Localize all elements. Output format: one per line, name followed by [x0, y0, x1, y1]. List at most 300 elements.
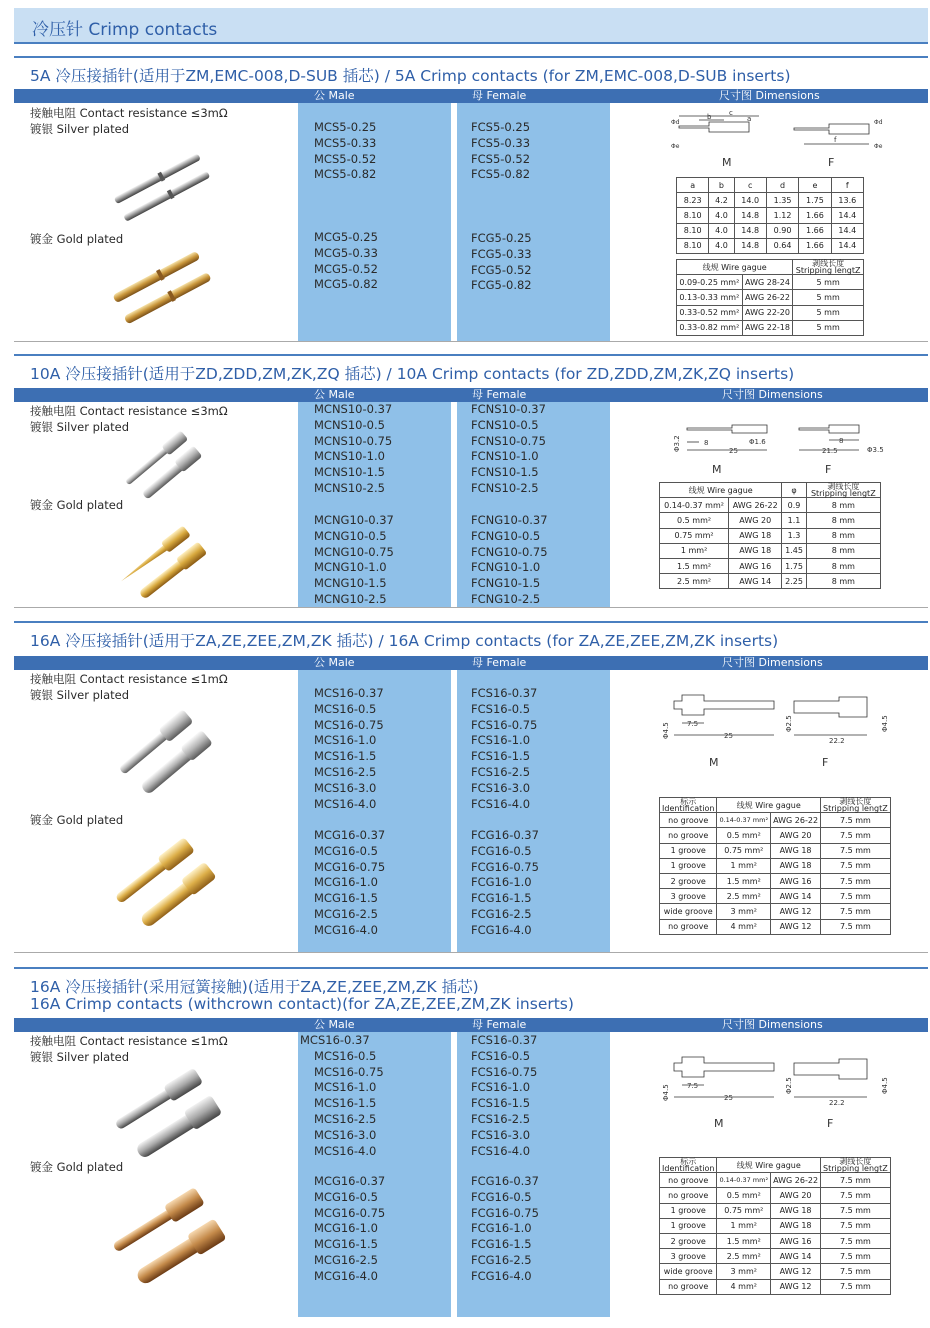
part-number: FCG16-0.75 [471, 859, 539, 874]
part-number: MCG16-0.75 [314, 859, 386, 874]
table-row [660, 919, 891, 934]
male-drawing-label: M [714, 1117, 724, 1130]
dim-label-l1: 7.5 [687, 720, 699, 728]
cell: AWG 26-22 [742, 290, 793, 305]
identification-header [660, 1158, 717, 1173]
part-number: MCS5-0.33 [314, 135, 377, 150]
gold-pin-image [114, 526, 214, 601]
wire-gauge-table [676, 259, 864, 336]
cell: 7.5 mm [821, 904, 891, 919]
cell: 1 groove [660, 858, 717, 873]
dim-label-f: f [834, 136, 837, 144]
cell: 7.5 mm [821, 873, 891, 888]
part-number: MCG16-1.5 [314, 891, 378, 906]
female-gold-list [471, 513, 548, 608]
dimensions-header: 尺寸图 Dimensions [722, 656, 823, 669]
part-number: MCNS10-0.5 [314, 417, 385, 432]
table-row [660, 843, 891, 858]
part-number: FCG16-4.0 [471, 1268, 532, 1283]
dim-label-d3: Φ4.5 [881, 715, 889, 732]
part-number: FCNS10-2.5 [471, 480, 539, 495]
cell: 2.5 mm² [717, 889, 771, 904]
section-16a-crown [14, 967, 928, 1317]
cell: 8.23 [677, 193, 709, 208]
stripping-cn: 剥线长度 [839, 1157, 872, 1167]
col-header: e [799, 178, 831, 193]
part-number: MCS16-0.5 [314, 701, 377, 716]
part-number: FCG16-0.37 [471, 828, 539, 842]
male-header: 公 Male [314, 89, 355, 102]
silver-plated-label: 镀银 Silver plated [30, 420, 130, 434]
part-number: FCG5-0.82 [471, 278, 532, 293]
col-header: c [734, 178, 766, 193]
part-number: MCS16-0.75 [314, 717, 384, 732]
table-row [660, 1188, 891, 1203]
cell: 7.5 mm [821, 1188, 891, 1203]
cell: AWG 26-22 [771, 813, 821, 828]
part-number: FCNS10-0.5 [471, 417, 539, 432]
cell: 0.14-0.37 mm² [717, 1173, 771, 1188]
wire-gauge-header: 线规 Wire gague [677, 260, 793, 275]
part-number: FCS16-0.37 [471, 1033, 538, 1047]
part-number: FCNG10-1.5 [471, 576, 541, 591]
cell: AWG 12 [771, 1279, 821, 1294]
cell: 8.10 [677, 223, 709, 238]
part-number: MCNG10-0.5 [314, 528, 387, 543]
cell: 0.75 mm² [717, 843, 771, 858]
cell: 7.5 mm [821, 1203, 891, 1218]
cell: 0.14-0.37 mm² [717, 813, 771, 828]
cell: AWG 22-18 [742, 320, 793, 335]
part-number: MCS16-1.5 [314, 1096, 377, 1111]
dim-label-l2: 25 [724, 1094, 733, 1102]
part-number: MCNS10-1.5 [314, 465, 385, 480]
part-number: MCG5-0.25 [314, 230, 378, 244]
cell: AWG 16 [771, 873, 821, 888]
dim-label-l3: 22.2 [829, 1099, 845, 1107]
gold-plated-label: 镀金 Gold plated [30, 232, 124, 246]
dim-label-d2: Φ2.5 [785, 1077, 793, 1094]
cell: 7.5 mm [821, 828, 891, 843]
female-header: 母 Female [472, 388, 527, 401]
cell: AWG 14 [771, 889, 821, 904]
stripping-en: Stripping lengtZ [795, 266, 861, 276]
female-drawing-label: F [822, 756, 829, 769]
cell: 1.45 [782, 543, 806, 558]
part-number: MCS16-0.37 [314, 686, 384, 700]
male-header: 公 Male [314, 388, 355, 401]
part-number: MCG16-2.5 [314, 1252, 378, 1267]
section-divider [14, 341, 928, 342]
part-number: MCG5-0.82 [314, 277, 378, 292]
part-number: FCS16-4.0 [471, 796, 531, 811]
column-header-bar [14, 89, 928, 103]
male-silver-list [300, 1033, 384, 1159]
col-header: a [677, 178, 709, 193]
dim-label-l2: 25 [724, 732, 733, 740]
cell: 3 groove [660, 889, 717, 904]
dimensions-header: 尺寸图 Dimensions [719, 89, 820, 102]
female-gold-list [471, 231, 532, 294]
dim-label-l3: 8 [839, 437, 844, 445]
table-row [660, 1279, 891, 1294]
part-number: MCS16-2.5 [314, 1111, 377, 1126]
cell: AWG 18 [771, 843, 821, 858]
dimensions-header: 尺寸图 Dimensions [722, 388, 823, 401]
table-row [677, 305, 864, 320]
cell: 0.33-0.82 mm² [677, 320, 743, 335]
part-number: FCNS10-0.37 [471, 402, 546, 416]
table-row [660, 904, 891, 919]
cell: 1 groove [660, 1203, 717, 1218]
female-header: 母 Female [472, 656, 527, 669]
ident-cn: 标示 [680, 1157, 697, 1167]
dim-label-d1: Φ4.5 [662, 722, 670, 739]
part-number: FCS16-2.5 [471, 764, 531, 779]
cell: 7.5 mm [821, 1264, 891, 1279]
part-number: FCG16-1.0 [471, 875, 532, 890]
part-number: FCS16-0.5 [471, 1048, 531, 1063]
cell: 14.8 [734, 208, 766, 223]
cell: 1.66 [799, 208, 831, 223]
part-number: MCNG10-1.5 [314, 576, 387, 591]
cell: 7.5 mm [821, 889, 891, 904]
cell: 1.66 [799, 223, 831, 238]
ident-en: Identification [662, 1164, 715, 1174]
cell: AWG 22-20 [742, 305, 793, 320]
table-row [677, 208, 864, 223]
part-number: FCNG10-0.37 [471, 513, 548, 527]
cell: 7.5 mm [821, 843, 891, 858]
gold-plated-label: 镀金 Gold plated [30, 1160, 124, 1174]
part-number: MCG16-1.0 [314, 875, 378, 890]
part-number: FCS16-0.75 [471, 1064, 538, 1079]
cell: 7.5 mm [821, 1279, 891, 1294]
contact-resistance: 接触电阻 Contact resistance ≤1mΩ [30, 672, 228, 686]
part-number: MCG16-0.5 [314, 1189, 378, 1204]
dim-label-e: Φe [671, 143, 680, 150]
part-number: MCNS10-0.37 [314, 402, 393, 416]
part-number: FCS5-0.82 [471, 167, 531, 182]
table-row [660, 498, 881, 513]
dim-label-b: b [707, 113, 712, 121]
female-drawing-label: F [827, 1117, 834, 1130]
cell: 1.3 [782, 528, 806, 543]
cell: 4 mm² [717, 919, 771, 934]
cell: 2.5 mm² [660, 574, 729, 589]
section-title: 5A 冷压接插针(适用于ZM,EMC-008,D-SUB 插芯) / 5A Crimp contacts (for ZM,EMC-008,D-SUB inserts) [30, 67, 791, 85]
wire-gauge-header: 线规 Wire gague [717, 798, 821, 813]
gold-pin-image [109, 246, 219, 326]
cell: no groove [660, 1188, 717, 1203]
cell: 0.90 [766, 223, 798, 238]
cell: AWG 18 [771, 858, 821, 873]
cell: 8 mm [806, 513, 880, 528]
stripping-header [821, 1158, 891, 1173]
cell: 2.5 mm² [717, 1249, 771, 1264]
section-title-en: 16A Crimp contacts (withcrown contact)(for ZA,ZE,ZEE,ZM,ZK inserts) [30, 995, 574, 1013]
male-drawing-label: M [722, 156, 732, 169]
silver-pin-image [109, 151, 219, 221]
part-number: FCNG10-0.5 [471, 528, 541, 543]
cell: no groove [660, 1173, 717, 1188]
female-header: 母 Female [472, 1018, 527, 1031]
cell: 8 mm [806, 543, 880, 558]
cell: 1 mm² [717, 858, 771, 873]
part-number: MCG16-0.37 [314, 1174, 386, 1188]
part-number: FCG16-2.5 [471, 1252, 532, 1267]
table-row [660, 1218, 891, 1233]
dimension-drawing [654, 683, 894, 748]
part-number: FCS16-1.0 [471, 733, 531, 748]
dim-label-c: c [729, 109, 733, 117]
part-number: MCG16-4.0 [314, 1268, 378, 1283]
stripping-en: Stripping lengtZ [823, 1164, 888, 1174]
page-title: 冷压针 Crimp contacts [32, 20, 218, 40]
table-row [660, 889, 891, 904]
part-number: FCS16-3.0 [471, 780, 531, 795]
cell: AWG 20 [771, 828, 821, 843]
part-number: FCS16-3.0 [471, 1127, 531, 1142]
silver-plated-label: 镀银 Silver plated [30, 122, 130, 136]
part-number: FCNS10-0.75 [471, 433, 546, 448]
female-silver-list [471, 402, 546, 497]
stripping-cn: 剥线长度 [812, 259, 845, 269]
table-row [660, 1249, 891, 1264]
part-number: MCG16-2.5 [314, 906, 378, 921]
part-number: FCG16-0.37 [471, 1174, 539, 1188]
cell: 0.75 mm² [660, 528, 729, 543]
silver-plated-label: 镀银 Silver plated [30, 688, 130, 702]
silver-pin-image [109, 707, 219, 797]
part-number: MCS16-3.0 [314, 780, 377, 795]
part-number: MCG16-1.0 [314, 1221, 378, 1236]
cell: 3 mm² [717, 904, 771, 919]
cell: AWG 18 [771, 1203, 821, 1218]
table-row [660, 828, 891, 843]
column-header-bar [14, 656, 928, 670]
section-rule [14, 967, 928, 969]
part-number: FCS16-0.5 [471, 701, 531, 716]
silver-pin-image [109, 1065, 224, 1160]
female-gold-list [471, 1174, 539, 1285]
part-number: MCS16-0.37 [300, 1033, 370, 1047]
female-silver-list [471, 686, 537, 812]
cell: AWG 14 [771, 1249, 821, 1264]
part-number: MCS16-4.0 [314, 1143, 377, 1158]
dim-label-l2: 25 [729, 447, 738, 455]
part-number: FCG5-0.33 [471, 246, 532, 261]
silver-plated-label: 镀银 Silver plated [30, 1050, 130, 1064]
dimensions-header: 尺寸图 Dimensions [722, 1018, 823, 1031]
wire-gauge-table [659, 482, 881, 589]
cell: 1.35 [766, 193, 798, 208]
stripping-cn: 剥线长度 [827, 482, 860, 492]
cell: 1.75 [799, 193, 831, 208]
part-number: MCS16-2.5 [314, 764, 377, 779]
stripping-en: Stripping lengtZ [823, 804, 888, 814]
col-header: f [831, 178, 863, 193]
cell: 8 mm [806, 528, 880, 543]
part-number: FCG16-1.5 [471, 1237, 532, 1252]
cell: AWG 18 [729, 528, 782, 543]
cell: AWG 12 [771, 919, 821, 934]
table-row [660, 1233, 891, 1248]
dim-label-e2: Φe [874, 143, 883, 150]
part-number: FCG16-2.5 [471, 906, 532, 921]
phi-header: φ [782, 483, 806, 498]
part-number: FCS16-4.0 [471, 1143, 531, 1158]
part-number: MCS16-3.0 [314, 1127, 377, 1142]
table-row [660, 1173, 891, 1188]
cell: 5 mm [793, 305, 864, 320]
part-number: FCS5-0.52 [471, 151, 531, 166]
table-row [660, 1264, 891, 1279]
female-drawing-label: F [828, 156, 835, 169]
part-number: FCS16-1.0 [471, 1080, 531, 1095]
cell: AWG 20 [771, 1188, 821, 1203]
part-number: FCNG10-1.0 [471, 560, 541, 575]
cell: AWG 14 [729, 574, 782, 589]
dim-label-d2: Φ2.5 [785, 715, 793, 732]
part-number: FCG16-0.5 [471, 843, 532, 858]
col-header: d [766, 178, 798, 193]
part-number: FCG5-0.52 [471, 262, 532, 277]
part-number: MCNS10-1.0 [314, 449, 385, 464]
contact-resistance: 接触电阻 Contact resistance ≤3mΩ [30, 404, 228, 418]
section-title: 16A 冷压接插针(适用于ZA,ZE,ZEE,ZM,ZK 插芯) / 16A Crimp contacts (for ZA,ZE,ZEE,ZM,ZK inserts) [30, 632, 779, 650]
part-number: MCNG10-0.37 [314, 513, 394, 527]
section-rule [14, 354, 928, 356]
part-number: MCNG10-0.75 [314, 544, 394, 559]
female-header: 母 Female [472, 89, 527, 102]
cell: 1.75 [782, 558, 806, 573]
cell: AWG 26-22 [729, 498, 782, 513]
dimension-drawing [654, 1045, 894, 1110]
section-title-cn: 16A 冷压接插针(采用冠簧接触)(适用于ZA,ZE,ZEE,ZM,ZK 插芯) [30, 978, 479, 996]
table-row [660, 873, 891, 888]
stripping-header [821, 798, 891, 813]
cell: 4.2 [709, 193, 734, 208]
cell: 3 groove [660, 1249, 717, 1264]
table-row [660, 558, 881, 573]
part-number: FCNG10-0.75 [471, 544, 548, 559]
cell: 0.9 [782, 498, 806, 513]
part-number: MCS16-4.0 [314, 796, 377, 811]
part-number: FCS5-0.25 [471, 120, 531, 134]
part-number: MCG16-1.5 [314, 1237, 378, 1252]
cell: 1 groove [660, 843, 717, 858]
part-number: FCG16-1.0 [471, 1221, 532, 1236]
stripping-header [793, 260, 864, 275]
dim-label-a: a [747, 115, 752, 123]
cell: 14.4 [831, 238, 863, 253]
cell: 7.5 mm [821, 1218, 891, 1233]
contact-resistance: 接触电阻 Contact resistance ≤3mΩ [30, 106, 228, 120]
cell: 5 mm [793, 290, 864, 305]
cell: 5 mm [793, 320, 864, 335]
table-row [660, 543, 881, 558]
part-number: MCG16-4.0 [314, 922, 378, 937]
cell: 14.8 [734, 223, 766, 238]
cell: 14.8 [734, 238, 766, 253]
male-gold-list [314, 828, 385, 939]
part-number: MCS16-1.0 [314, 1080, 377, 1095]
stripping-cn: 剥线长度 [839, 797, 872, 807]
section-title: 10A 冷压接插针(适用于ZD,ZDD,ZM,ZK,ZQ 插芯) / 10A Crimp contacts (for ZD,ZDD,ZM,ZK,ZQ inserts) [30, 365, 795, 383]
silver-pin-image [114, 430, 214, 500]
section-rule [14, 56, 928, 58]
table-row [660, 1203, 891, 1218]
part-number: MCS5-0.82 [314, 167, 377, 182]
female-silver-list [471, 1033, 537, 1159]
male-header: 公 Male [314, 656, 355, 669]
part-number: MCNG10-2.5 [314, 591, 387, 606]
cell: 2 groove [660, 1233, 717, 1248]
dimension-table [676, 177, 864, 254]
dimension-drawing [669, 418, 889, 460]
cell: 14.4 [831, 223, 863, 238]
dim-label-l1: 8 [704, 439, 709, 447]
table-row [660, 858, 891, 873]
cell: 1.12 [766, 208, 798, 223]
cell: no groove [660, 828, 717, 843]
table-row [677, 238, 864, 253]
cell: 1.1 [782, 513, 806, 528]
dim-label-l1: 7.5 [687, 1082, 699, 1090]
cell: 1 mm² [717, 1218, 771, 1233]
dimension-drawing [669, 108, 889, 158]
part-number: FCS16-2.5 [471, 1111, 531, 1126]
part-number: FCG16-4.0 [471, 922, 532, 937]
cell: AWG 12 [771, 1264, 821, 1279]
cell: no groove [660, 813, 717, 828]
dim-label-d2: Φd [874, 119, 883, 126]
female-gold-list [471, 828, 539, 939]
part-number: MCG16-0.37 [314, 828, 386, 842]
part-number: MCNS10-0.75 [314, 433, 393, 448]
table-row [677, 223, 864, 238]
part-number: FCG16-0.5 [471, 1189, 532, 1204]
cell: 5 mm [793, 275, 864, 290]
part-number: MCNG10-1.0 [314, 560, 387, 575]
male-silver-list [314, 402, 392, 497]
cell: 0.5 mm² [717, 1188, 771, 1203]
part-number: FCNG10-2.5 [471, 591, 541, 606]
cell: 7.5 mm [821, 1233, 891, 1248]
cell: 0.75 mm² [717, 1203, 771, 1218]
cell: 0.13-0.33 mm² [677, 290, 743, 305]
cell: 8 mm [806, 498, 880, 513]
cell: 3 mm² [717, 1264, 771, 1279]
male-header: 公 Male [314, 1018, 355, 1031]
part-number: MCS5-0.25 [314, 120, 377, 134]
part-number: FCS16-0.37 [471, 686, 538, 700]
cell: AWG 28-24 [742, 275, 793, 290]
column-header-bar [14, 1018, 928, 1032]
cell: 0.33-0.52 mm² [677, 305, 743, 320]
cell: 0.14-0.37 mm² [660, 498, 729, 513]
cell: 4.0 [709, 238, 734, 253]
gold-plated-label: 镀金 Gold plated [30, 813, 124, 827]
part-number: MCS16-1.0 [314, 733, 377, 748]
part-number: FCNS10-1.5 [471, 465, 539, 480]
part-number: FCS5-0.33 [471, 135, 531, 150]
male-drawing-label: M [709, 756, 719, 769]
table-row [660, 574, 881, 589]
page-header [14, 8, 928, 44]
cell: 1.66 [799, 238, 831, 253]
